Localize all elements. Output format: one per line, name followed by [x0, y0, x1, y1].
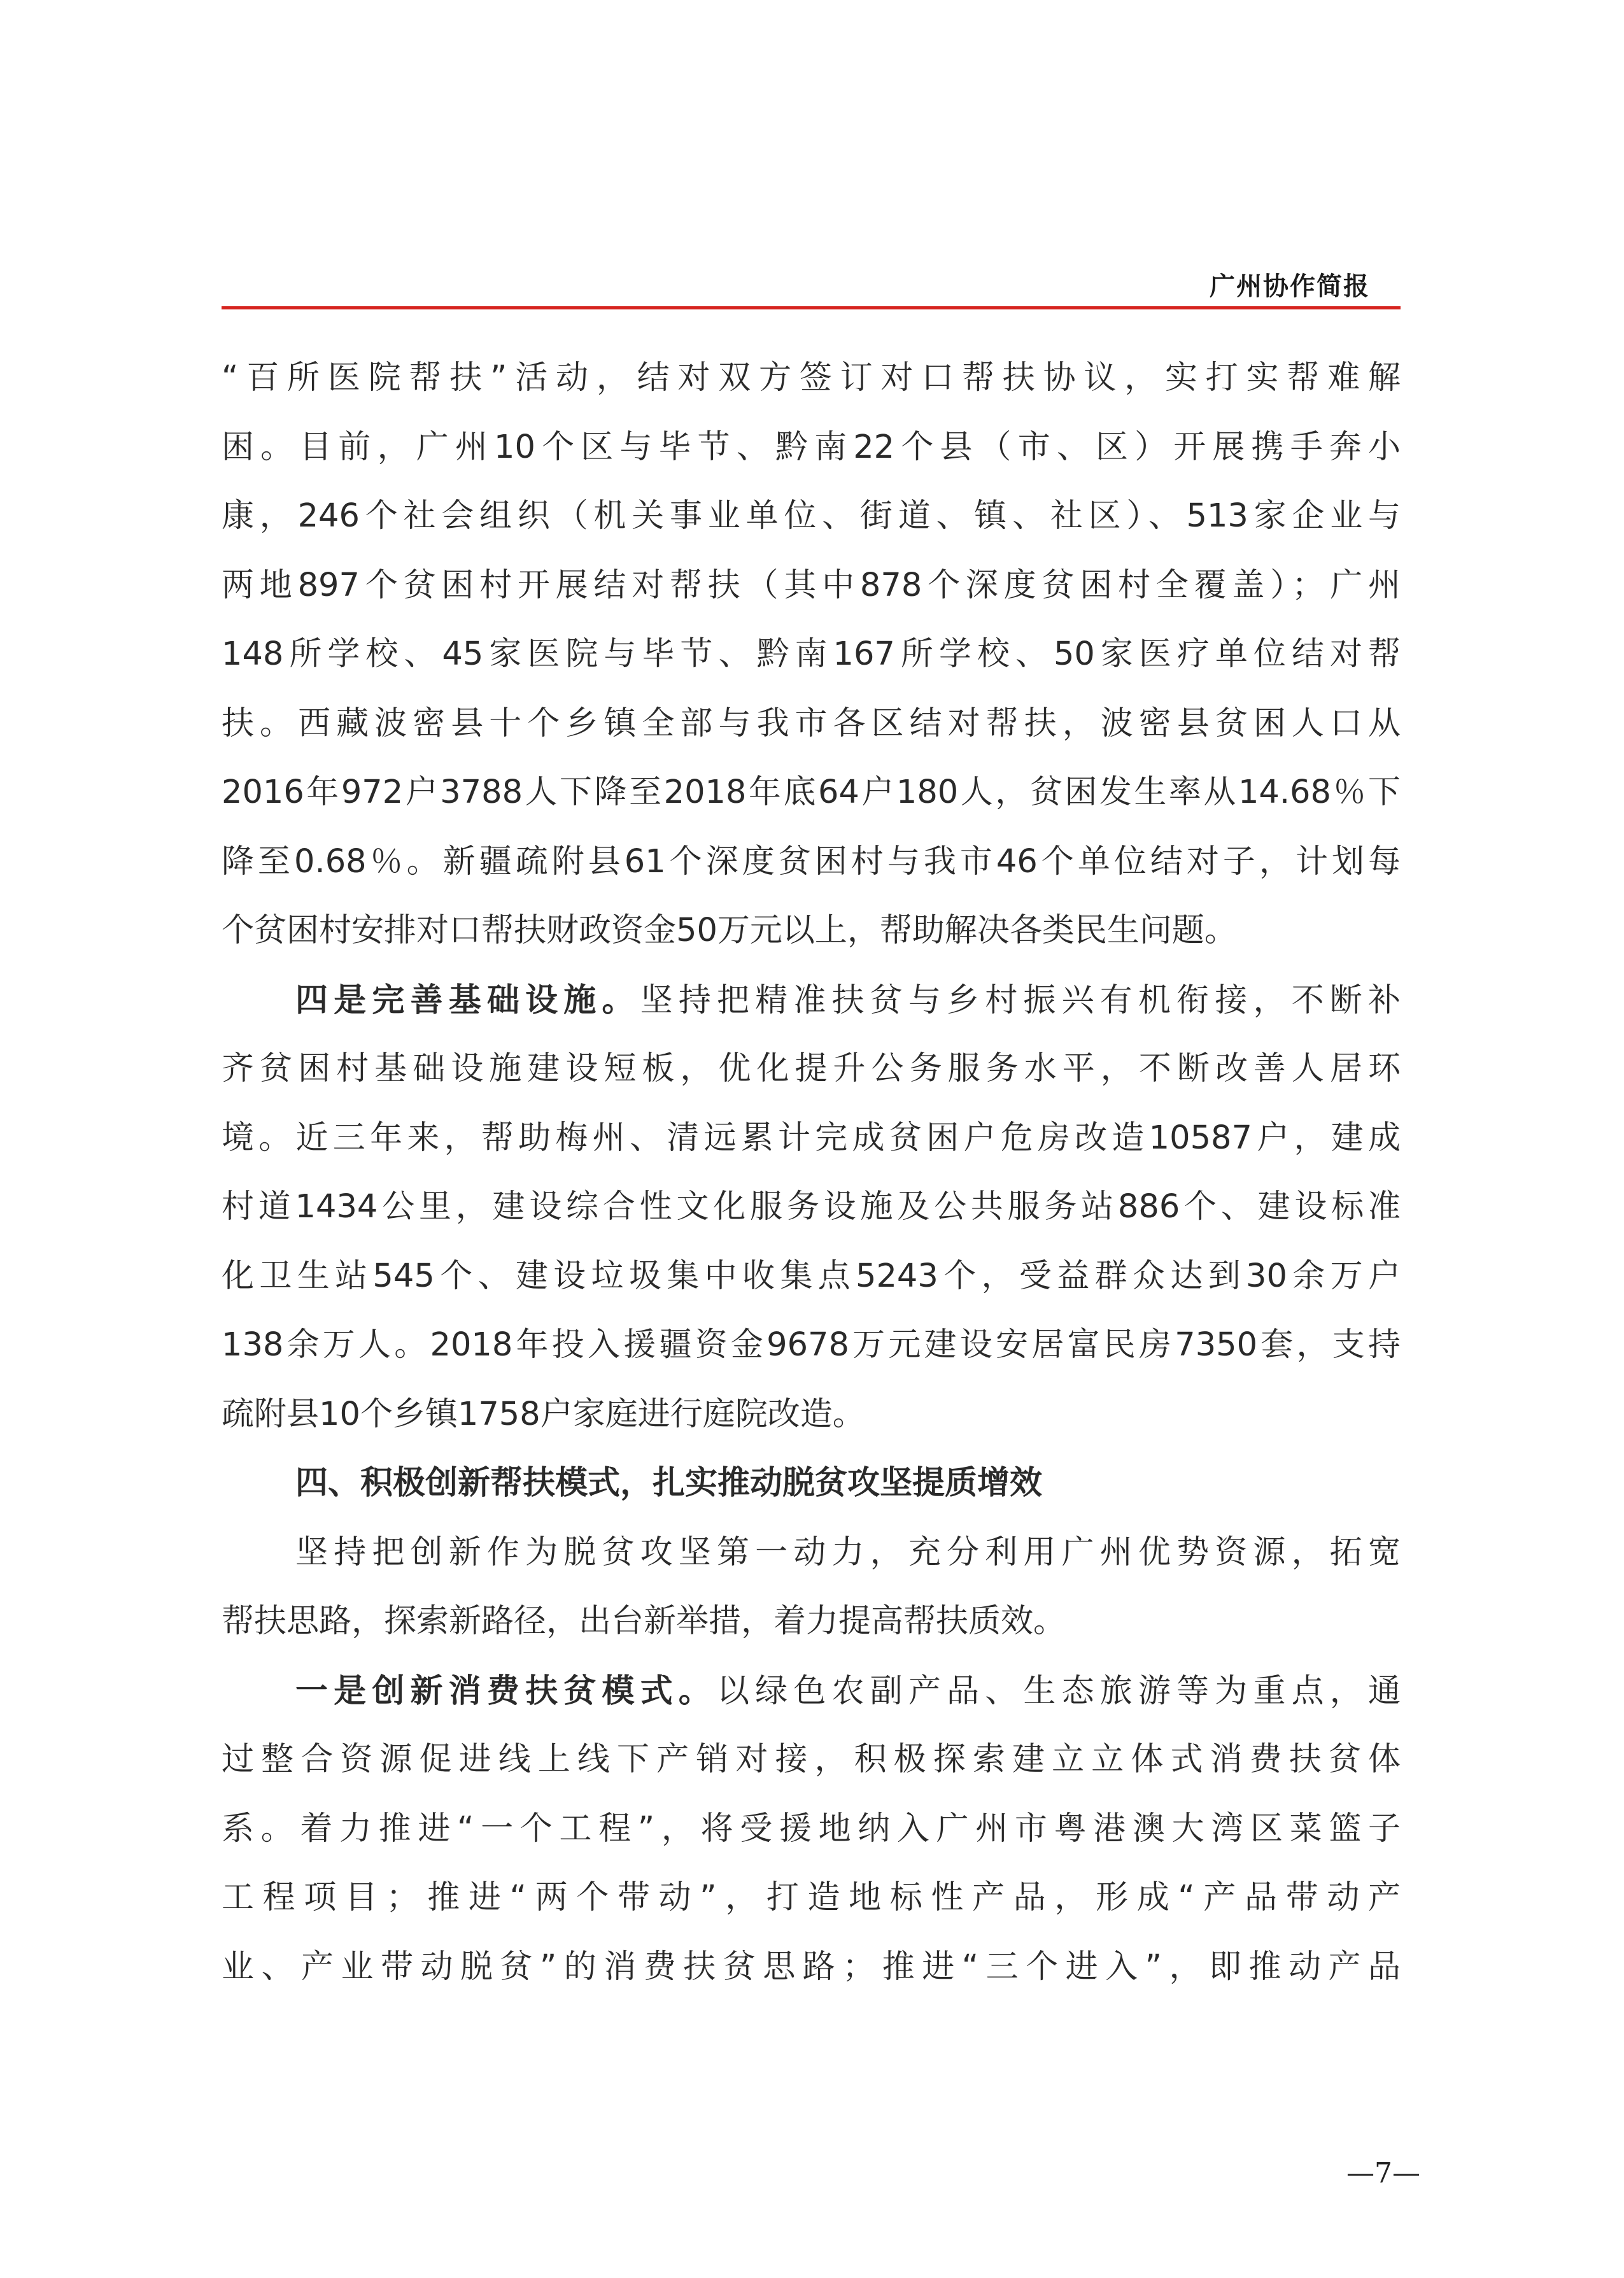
text-line: 境。近三年来，帮助梅州、清远累计完成贫困户危房改造10587户，建成	[222, 1119, 1401, 1157]
text-line: “百所医院帮扶”活动，结对双方签订对口帮扶协议，实打实帮难解	[222, 359, 1401, 397]
text-line: 个贫困村安排对口帮扶财政资金50万元以上，帮助解决各类民生问题。	[222, 912, 1237, 949]
page-number: —7—	[1346, 2157, 1420, 2190]
paragraph-lead: 一是创新消费扶贫模式。	[295, 1671, 717, 1710]
text-line: 困。目前，广州10个区与毕节、黔南22个县（市、区）开展携手奔小	[222, 428, 1401, 466]
text-line: 帮扶思路，探索新路径，出台新举措，着力提高帮扶质效。	[222, 1602, 1066, 1640]
text-line: 村道1434公里，建设综合性文化服务设施及公共服务站886个、建设标准	[222, 1188, 1401, 1226]
text-line: 坚持把创新作为脱贫攻坚第一动力，充分利用广州优势资源，拓宽	[295, 1533, 1401, 1571]
text-line: 系。着力推进“一个工程”，将受援地纳入广州市粤港澳大湾区菜篮子	[222, 1809, 1401, 1848]
text-line: 化卫生站545个、建设垃圾集中收集点5243个，受益群众达到30余万户	[222, 1257, 1401, 1295]
text-line: 降至0.68％。新疆疏附县61个深度贫困村与我市46个单位结对子，计划每	[222, 842, 1401, 881]
text-line: 疏附县10个乡镇1758户家庭进行庭院改造。	[222, 1395, 865, 1433]
section-heading: 四、积极创新帮扶模式，扎实推动脱贫攻坚提质增效	[295, 1464, 1043, 1502]
text-line: 148所学校、45家医院与毕节、黔南167所学校、50家医疗单位结对帮	[222, 635, 1401, 673]
text-line: 工程项目；推进“两个带动”，打造地标性产品，形成“产品带动产	[222, 1879, 1401, 1916]
paragraph-lead: 四是完善基础设施。	[295, 980, 640, 1019]
paragraph-first-line	[222, 1657, 1401, 1726]
text-line: 138余万人。2018年投入援疆资金9678万元建设安居富民房7350套，支持	[222, 1326, 1401, 1364]
paragraph-text: 以绿色农副产品、生态旅游等为重点，通	[716, 1672, 1401, 1710]
paragraph-text: 坚持把精准扶贫与乡村振兴有机衔接，不断补	[640, 981, 1401, 1019]
text-line: 康，246个社会组织（机关事业单位、街道、镇、社区）、513家企业与	[222, 497, 1401, 535]
header-divider	[222, 306, 1401, 309]
text-line: 2016年972户3788人下降至2018年底64户180人，贫困发生率从14.68％下	[222, 774, 1401, 811]
text-line: 两地897个贫困村开展结对帮扶（其中878个深度贫困村全覆盖）；广州	[222, 566, 1401, 604]
document-body	[222, 344, 1401, 2002]
text-line: 过整合资源促进线上线下产销对接，积极探索建立立体式消费扶贫体	[222, 1741, 1401, 1778]
header-title: 广州协作简报	[1210, 271, 1370, 301]
text-line: 业、产业带动脱贫”的消费扶贫思路；推进“三个进入”，即推动产品	[222, 1948, 1401, 1986]
text-line: 齐贫困村基础设施建设短板，优化提升公务服务水平，不断改善人居环	[222, 1050, 1401, 1087]
paragraph-first-line	[222, 966, 1401, 1035]
text-line: 扶。西藏波密县十个乡镇全部与我市各区结对帮扶，波密县贫困人口从	[222, 704, 1401, 742]
